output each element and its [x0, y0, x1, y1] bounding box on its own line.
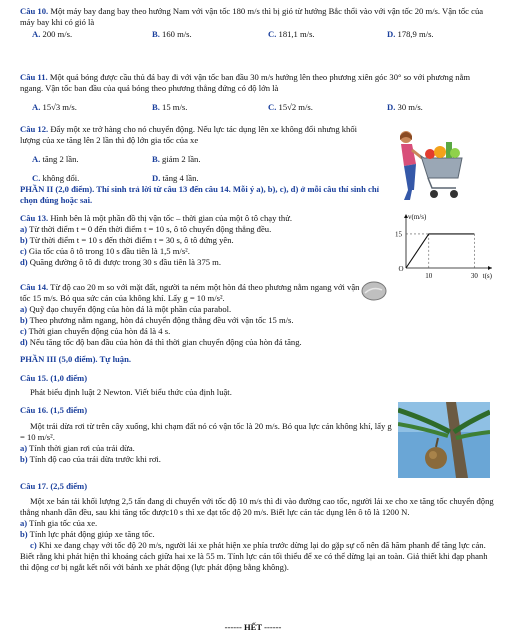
question-text: Một máy bay đang bay theo hướng Nam với vận tốc 180 m/s thì bị gió từ hướng Bắc thổi vào với vận tốc 20 m/s. Vận tốc của máy bay khi có gió là — [20, 6, 484, 27]
option-b: B. 15 m/s. — [152, 102, 188, 112]
question-text: Từ độ cao 20 m so với mặt đất, người ta ném một hòn đá theo phương nằm ngang với vận tốc 15 m/s. Bỏ qua sức cản của không khí. Lấy g = 10 m/s². — [20, 282, 360, 303]
part-3-heading: PHẦN III (5,0 điểm). Tự luận. — [20, 354, 132, 364]
question-12 — [20, 124, 360, 146]
question-label: Câu 17. (2,5 điểm) — [20, 481, 88, 491]
shopping-cart-illustration — [392, 128, 470, 204]
statement-a: a) Từ thời điểm t = 0 đến thời điểm t = 10 s, ô tô chuyển động thẳng đều. — [20, 224, 272, 234]
question-15 — [20, 373, 494, 398]
part-2-heading: PHẦN II (2,0 điểm). Thí sinh trả lời từ câu 13 đến câu 14. Mỗi ý a), b), c), d) ở mỗi câu thí sinh chỉ chọn đúng hoặc sai. — [20, 184, 379, 205]
option-d: D. 178,9 m/s. — [387, 29, 434, 39]
statement-c: c) Gia tốc của ô tô trong 10 s đầu tiên là 1,5 m/s². — [20, 246, 190, 256]
question-label: Câu 12. — [20, 124, 49, 134]
question-label: Câu 13. — [20, 213, 49, 223]
question-label: Câu 15. (1,0 điểm) — [20, 373, 88, 383]
question-13 — [20, 213, 380, 268]
stone-illustration — [360, 280, 390, 302]
statement-d: d) Quãng đường ô tô đi được trong 30 s đầu tiên là 375 m. — [20, 257, 222, 267]
question-text: Một xe bán tải khối lượng 2,5 tấn đang di chuyển với tốc độ 10 m/s thì đi vào đường cao tốc, người lái xe cho xe tăng tốc chuyển động thẳng nhanh dần đều, sau khi tăng tốc được10 s thì xe đạt tốc độ 20 m/s. Biết lực cản tác dụng lên ô tô là 1200 N. — [20, 496, 494, 517]
x-tick-label: 10 — [425, 272, 433, 280]
option-b: B. giảm 2 lần. — [152, 154, 201, 164]
coconut-tree-photo — [398, 402, 490, 478]
statement-a: a) Tính thời gian rơi của trái dừa. — [20, 443, 135, 453]
statement-c: c) Thời gian chuyển động của hòn đá là 4 s. — [20, 326, 171, 336]
option-c: C. không đổi. — [32, 173, 80, 183]
question-10 — [20, 6, 494, 28]
question-label: Câu 10. — [20, 6, 49, 16]
option-a: A. tăng 2 lần. — [32, 154, 79, 164]
question-14 — [20, 282, 370, 304]
question-label: Câu 14. — [20, 282, 49, 292]
option-b: B. 160 m/s. — [152, 29, 192, 39]
option-c: C. 15√2 m/s. — [268, 102, 313, 112]
question-text: Một trái dừa rơi từ trên cây xuống, khi chạm đất nó có vận tốc là 20 m/s. Bỏ qua lực cản không khí, lấy g = 10 m/s². — [20, 421, 392, 442]
origin-label: O — [398, 265, 404, 273]
question-11 — [20, 72, 494, 94]
question-label: Câu 11. — [20, 72, 48, 82]
statement-c: c) Khi xe đang chạy với tốc độ 20 m/s, người lái xe phát hiện xe phía trước dừng lại do gặp sự cố nên đã hãm phanh để tăng lực cản. Biết rằng khi phát hiện thì khoảng cách giữa hai xe là 55 m. Tính lực cản tối thiểu để xe có thể dừng lại an toàn. Giả thiết khi đạp phanh thì động cơ bị ngắt kết nối với bánh xe phát động (lực phát động bằng không). — [20, 540, 488, 572]
option-d: D. tăng 4 lần. — [152, 173, 199, 183]
statement-b: b) Theo phương nằm ngang, hòn đá chuyển động thẳng đều với vận tốc 15 m/s. — [20, 315, 294, 325]
question-text: Hình bên là một phần đồ thị vận tốc – thời gian của một ô tô chạy thử. — [48, 213, 293, 223]
option-d: D. 30 m/s. — [387, 102, 423, 112]
question-17 — [20, 481, 494, 573]
question-text: Đẩy một xe trở hàng cho nó chuyển động. Nếu lực tác dụng lên xe không đổi nhưng khối lượng của xe tăng lên 2 lần thì độ lớn gia tốc của xe — [20, 124, 358, 145]
statement-b: b) Từ thời điểm t = 10 s đến thời điểm t = 30 s, ô tô đứng yên. — [20, 235, 234, 245]
x-axis-label: t(s) — [482, 272, 492, 280]
statement-b: b) Tính lực phát động giúp xe tăng tốc. — [20, 529, 155, 539]
x-tick-label: 30 — [470, 272, 478, 280]
statement-a: a) Quỹ đạo chuyển động của hòn đá là một phần của parabol. — [20, 304, 232, 314]
option-a: A. 200 m/s. — [32, 29, 73, 39]
question-text: Một quả bóng được cầu thủ đá bay đi với vận tốc ban đầu 30 m/s hướng lên theo phương xiên góc 30° so với phương nằm ngang. Vận tốc ban đầu của quả bóng theo phương thẳng đứng có độ lớn là — [20, 72, 471, 93]
question-text: Phát biểu định luật 2 Newton. Viết biểu thức của định luật. — [30, 387, 232, 397]
y-axis-label: v(m/s) — [408, 213, 427, 221]
velocity-time-chart — [392, 212, 498, 280]
statement-d: d) Nếu tăng tốc độ ban đầu của hòn đá thì thời gian chuyển động của hòn đá tăng. — [20, 337, 302, 347]
statement-a: a) Tính gia tốc của xe. — [20, 518, 98, 528]
end-marker: ------ HẾT ------ — [224, 622, 282, 632]
y-tick-label: 15 — [395, 230, 402, 239]
statement-b: b) Tính độ cao của trái dừa trước khi rơi. — [20, 454, 161, 464]
question-16 — [20, 405, 392, 465]
option-c: C. 181,1 m/s. — [268, 29, 315, 39]
velocity-series-line — [406, 234, 474, 268]
question-label: Câu 16. (1,5 điểm) — [20, 405, 88, 415]
option-a: A. 15√3 m/s. — [32, 102, 77, 112]
question-14-statements — [20, 304, 494, 348]
x-axis-arrow — [488, 266, 492, 270]
